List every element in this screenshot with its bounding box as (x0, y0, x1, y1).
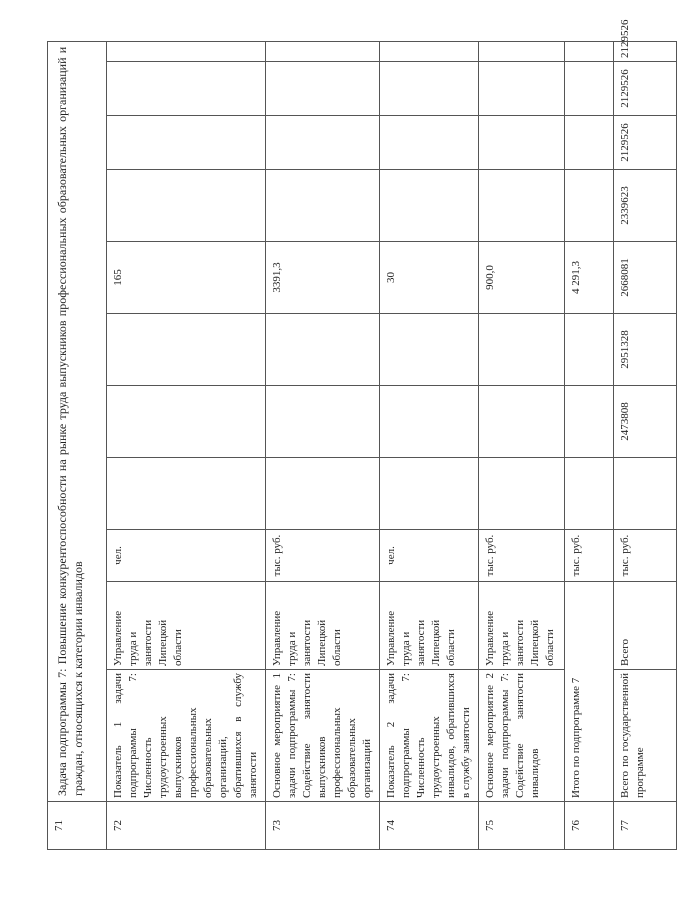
value-cell (380, 386, 479, 458)
value-cell (479, 170, 565, 242)
table-row (479, 41, 565, 849)
value-cell: 4 291,3 (565, 242, 614, 314)
task-title: Задача подпрограммы 7: Повышение конкурентоспособности на рынке труда выпускников профессиональных образовательных организаций и граждан, относящихся к категории инвалидов (48, 41, 107, 801)
value-cell (565, 386, 614, 458)
value-cell (380, 314, 479, 386)
value-cell (479, 41, 565, 61)
value-cell (380, 170, 479, 242)
value-cell (107, 314, 266, 386)
value-cell: 3391,3 (266, 242, 380, 314)
unit-cell: чел. (107, 530, 266, 582)
value-cell (479, 62, 565, 116)
row-name: Итого по подпрограмме 7 (565, 582, 614, 802)
unit-cell: тыс. руб. (479, 530, 565, 582)
row-name: Показатель 2 задачи подпрограммы 7: Численность трудоустроенных инвалидов, обратившихся в службу занятости (380, 670, 479, 802)
executor-cell: Управление труда и занятости Липецкой области (479, 582, 565, 670)
value-cell (266, 386, 380, 458)
value-cell (266, 41, 380, 61)
value-cell (479, 116, 565, 170)
value-cell: 2129526 (614, 41, 677, 61)
value-cell: 2129526 (614, 116, 677, 170)
value-cell (380, 458, 479, 530)
value-cell (266, 62, 380, 116)
row-number: 72 (107, 802, 266, 850)
table-row (614, 41, 677, 849)
table-row (380, 41, 479, 849)
executor-cell: Всего (614, 582, 677, 670)
value-cell: 2668081 (614, 242, 677, 314)
value-cell (266, 116, 380, 170)
row-number: 71 (48, 802, 107, 850)
value-cell: 2339623 (614, 170, 677, 242)
value-cell (565, 170, 614, 242)
unit-cell: тыс. руб. (565, 530, 614, 582)
row-number: 77 (614, 802, 677, 850)
table-row (107, 41, 266, 849)
table-row (48, 41, 107, 849)
value-cell (479, 458, 565, 530)
program-table (47, 19, 677, 850)
rotated-table-sheet (47, 19, 646, 850)
value-cell (479, 314, 565, 386)
unit-cell: тыс. руб. (266, 530, 380, 582)
value-cell: 2473808 (614, 386, 677, 458)
value-cell: 165 (107, 242, 266, 314)
value-cell (565, 458, 614, 530)
value-cell (565, 314, 614, 386)
value-cell (266, 314, 380, 386)
table-row (266, 41, 380, 849)
row-name: Всего по государственной программе (614, 670, 677, 802)
value-cell (380, 116, 479, 170)
value-cell (107, 170, 266, 242)
value-cell (565, 62, 614, 116)
row-number: 73 (266, 802, 380, 850)
value-cell (107, 41, 266, 61)
value-cell (380, 62, 479, 116)
row-name: Показатель 1 задачи подпрограммы 7: Численность трудоустроенных выпускников профессиональных образовательных организаций, обратившихся в службу занятости (107, 670, 266, 802)
table-row (565, 41, 614, 849)
executor-cell: Управление труда и занятости Липецкой области (266, 582, 380, 670)
value-cell (479, 386, 565, 458)
executor-cell: Управление труда и занятости Липецкой области (380, 582, 479, 670)
value-cell (565, 116, 614, 170)
row-number: 76 (565, 802, 614, 850)
value-cell (107, 62, 266, 116)
value-cell: 2129526 (614, 62, 677, 116)
value-cell: 900,0 (479, 242, 565, 314)
row-number: 74 (380, 802, 479, 850)
row-name: Основное мероприятие 2 задачи подпрограммы 7: Содействие занятости инвалидов (479, 670, 565, 802)
value-cell: 2951328 (614, 314, 677, 386)
value-cell: 30 (380, 242, 479, 314)
value-cell (107, 386, 266, 458)
value-cell (266, 458, 380, 530)
value-cell (107, 458, 266, 530)
value-cell (614, 458, 677, 530)
unit-cell: чел. (380, 530, 479, 582)
value-cell (107, 116, 266, 170)
unit-cell: тыс. руб. (614, 530, 677, 582)
value-cell (380, 41, 479, 61)
executor-cell: Управление труда и занятости Липецкой области (107, 582, 266, 670)
row-number: 75 (479, 802, 565, 850)
value-cell (565, 41, 614, 61)
value-cell (266, 170, 380, 242)
row-name: Основное мероприятие 1 задачи подпрограммы 7: Содействие занятости выпускников профессиональных образовательных организаций (266, 670, 380, 802)
